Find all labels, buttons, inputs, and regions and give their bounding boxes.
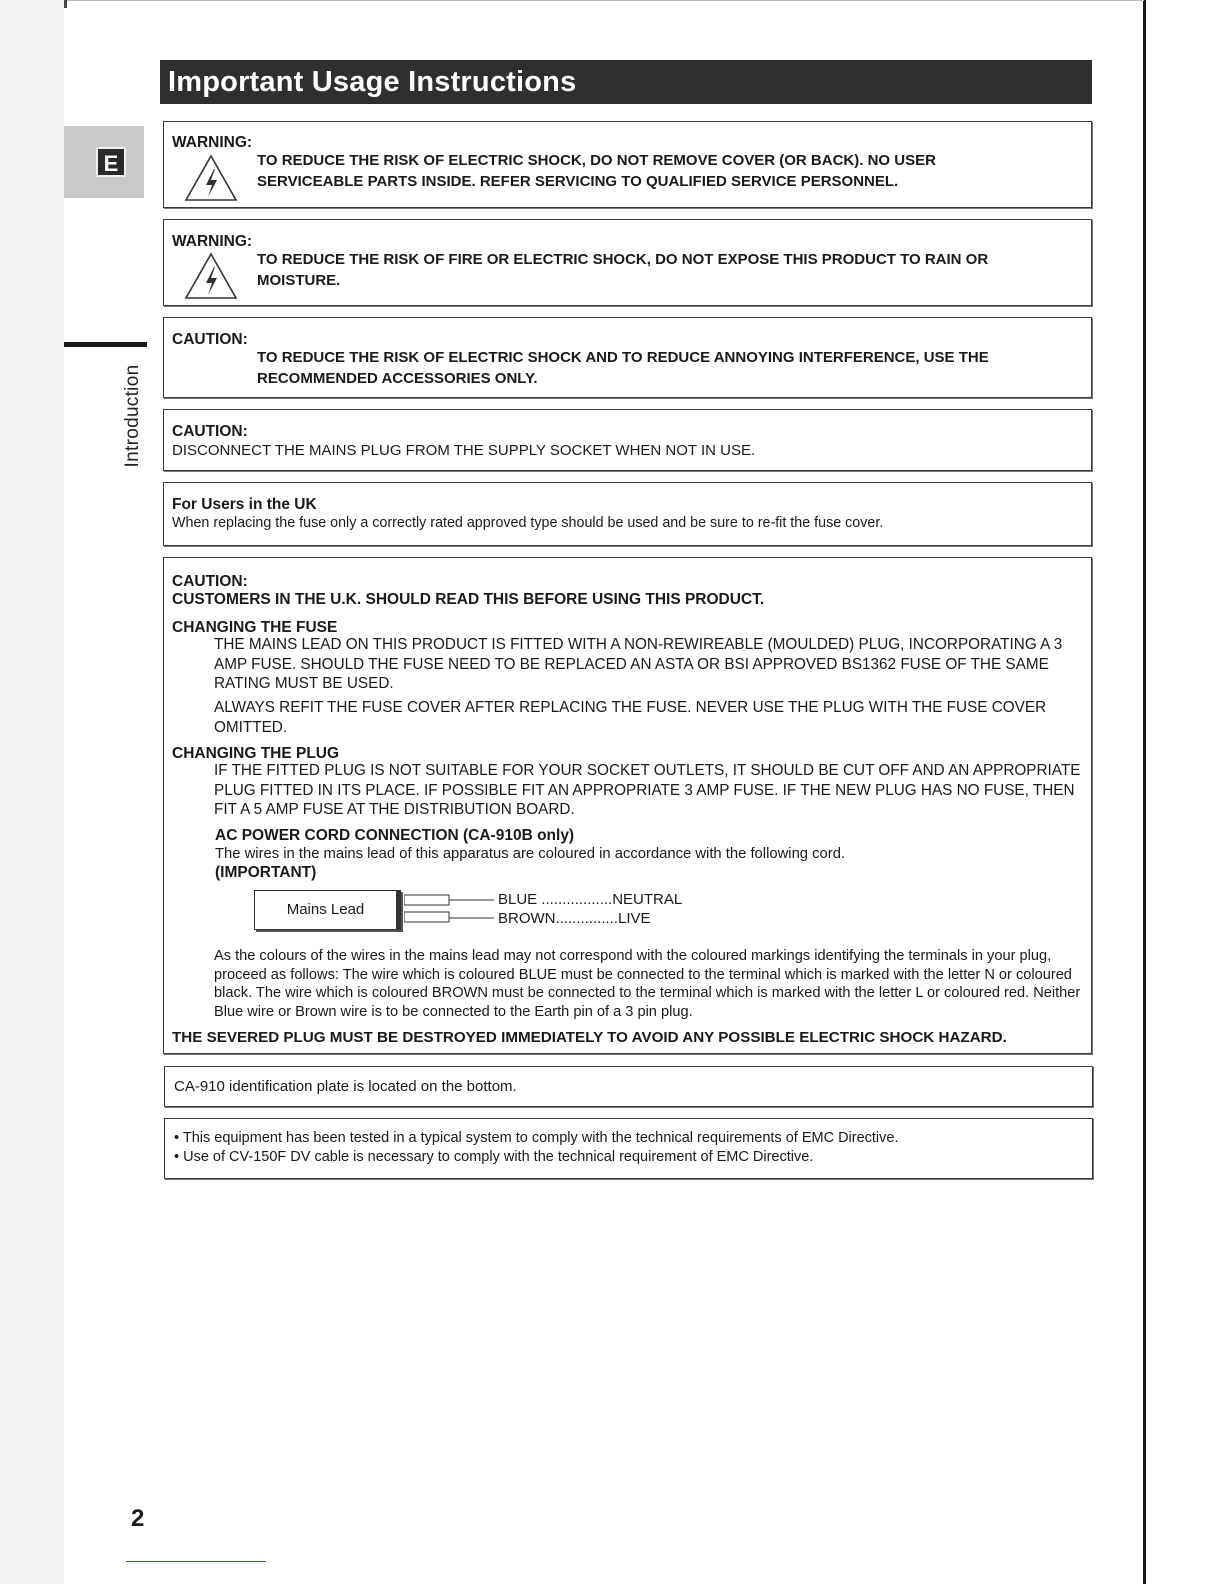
warning-heading: WARNING: [172, 134, 253, 151]
caution-box-accessories [163, 317, 1092, 398]
plug-text: IF THE FITTED PLUG IS NOT SUITABLE FOR YOUR SOCKET OUTLETS, IT SHOULD BE CUT OFF AND AN APPROPRIATE PLUG FITTED IN ITS PLACE. IF POSSIBLE FIT AN APPROPRIATE 3 AMP FUSE. IF THE NEW PLUG HAS NO FUSE, THEN FIT A 5 AMP FUSE AT THE DISTRIBUTION BOARD. [214, 762, 1081, 818]
ac-cord-text: The wires in the mains lead of this apparatus are coloured in accordance with the following cord. [215, 846, 846, 862]
warning-box-moisture [163, 219, 1092, 306]
fuse-text-2: ALWAYS REFIT THE FUSE COVER AFTER REPLACING THE FUSE. NEVER USE THE PLUG WITH THE FUSE COVER OMITTED. [214, 699, 1047, 736]
uk-caution-box [163, 557, 1092, 1054]
fuse-text-1: THE MAINS LEAD ON THIS PRODUCT IS FITTED WITH A NON-REWIREABLE (MOULDED) PLUG, INCORPORATING A 3 AMP FUSE. SHOULD THE FUSE NEED TO BE REPLACED AN ASTA OR BSI APPROVED BS1362 FUSE OF THE SAME RATING MUST BE USED. [214, 636, 1063, 692]
id-plate-text: CA-910 identification plate is located on the bottom. [174, 1078, 517, 1095]
important-label: (IMPORTANT) [215, 864, 317, 881]
caution-box-mains-plug [163, 409, 1092, 471]
section-divider [64, 342, 147, 347]
caution-text: DISCONNECT THE MAINS PLUG FROM THE SUPPLY SOCKET WHEN NOT IN USE. [172, 442, 756, 459]
left-margin [0, 0, 64, 1584]
bottom-line [126, 1561, 266, 1562]
warning-box-shock [163, 121, 1092, 208]
wire-blue-label: BLUE .................NEUTRAL [498, 891, 683, 908]
uk-users-text: When replacing the fuse only a correctly rated approved type should be used and be sure to re-fit the fuse cover. [172, 515, 884, 531]
severed-plug-warning: THE SEVERED PLUG MUST BE DESTROYED IMMEDIATELY TO AVOID ANY POSSIBLE ELECTRIC SHOCK HAZARD. [172, 1029, 1007, 1046]
wire-brown-label: BROWN...............LIVE [498, 910, 651, 927]
warning-text-line1: TO REDUCE THE RISK OF FIRE OR ELECTRIC SHOCK, DO NOT EXPOSE THIS PRODUCT TO RAIN OR [257, 251, 989, 268]
emc-item: • This equipment has been tested in a typical system to comply with the technical requirements of EMC Directive. [174, 1130, 899, 1146]
ac-cord-heading: AC POWER CORD CONNECTION (CA-910B only) [215, 827, 575, 844]
caution-text-line2: RECOMMENDED ACCESSORIES ONLY. [257, 370, 538, 387]
electric-shock-warning-icon [184, 154, 238, 202]
corner-mark [64, 0, 67, 8]
mains-lead-box: Mains Lead [254, 890, 401, 930]
section-label: Introduction [122, 364, 143, 468]
warning-heading: WARNING: [172, 233, 253, 250]
caution-heading: CAUTION: [172, 331, 248, 348]
uk-caution-subheading: CUSTOMERS IN THE U.K. SHOULD READ THIS BEFORE USING THIS PRODUCT. [172, 591, 765, 608]
caution-heading: CAUTION: [172, 423, 248, 440]
right-edge [1143, 0, 1146, 1584]
emc-item: • Use of CV-150F DV cable is necessary to comply with the technical requirement of EMC Directive. [174, 1149, 814, 1165]
changing-fuse-heading: CHANGING THE FUSE [172, 619, 338, 636]
uk-caution-heading: CAUTION: [172, 573, 248, 590]
uk-users-heading: For Users in the UK [172, 496, 317, 513]
top-rule [64, 0, 1144, 1]
id-plate-box [164, 1066, 1093, 1107]
language-tab-label: E [96, 147, 126, 177]
warning-text-line2: MOISTURE. [257, 272, 341, 289]
page-number: 2 [131, 1505, 145, 1532]
changing-plug-heading: CHANGING THE PLUG [172, 745, 340, 762]
wiring-diagram-lines [404, 890, 499, 930]
colours-text: As the colours of the wires in the mains lead may not correspond with the coloured markings identifying the terminals in your plug, proceed as follows: The wire which is coloured BLUE must be connected to the terminal which is marked with the letter N or coloured black. The wire which is coloured BROWN must be connected to the terminal which is marked with the letter L or coloured red. Neither Blue wire or Brown wire is to be connected to the Earth pin of a 3 pin plug. [214, 948, 1081, 1020]
emc-box [164, 1118, 1093, 1179]
uk-users-box [163, 482, 1092, 546]
page-title: Important Usage Instructions [160, 60, 1092, 104]
warning-text-line1: TO REDUCE THE RISK OF ELECTRIC SHOCK, DO NOT REMOVE COVER (OR BACK). NO USER [257, 152, 936, 169]
caution-text-line1: TO REDUCE THE RISK OF ELECTRIC SHOCK AND TO REDUCE ANNOYING INTERFERENCE, USE THE [257, 349, 989, 366]
warning-text-line2: SERVICEABLE PARTS INSIDE. REFER SERVICING TO QUALIFIED SERVICE PERSONNEL. [257, 173, 899, 190]
electric-shock-warning-icon [184, 252, 238, 300]
